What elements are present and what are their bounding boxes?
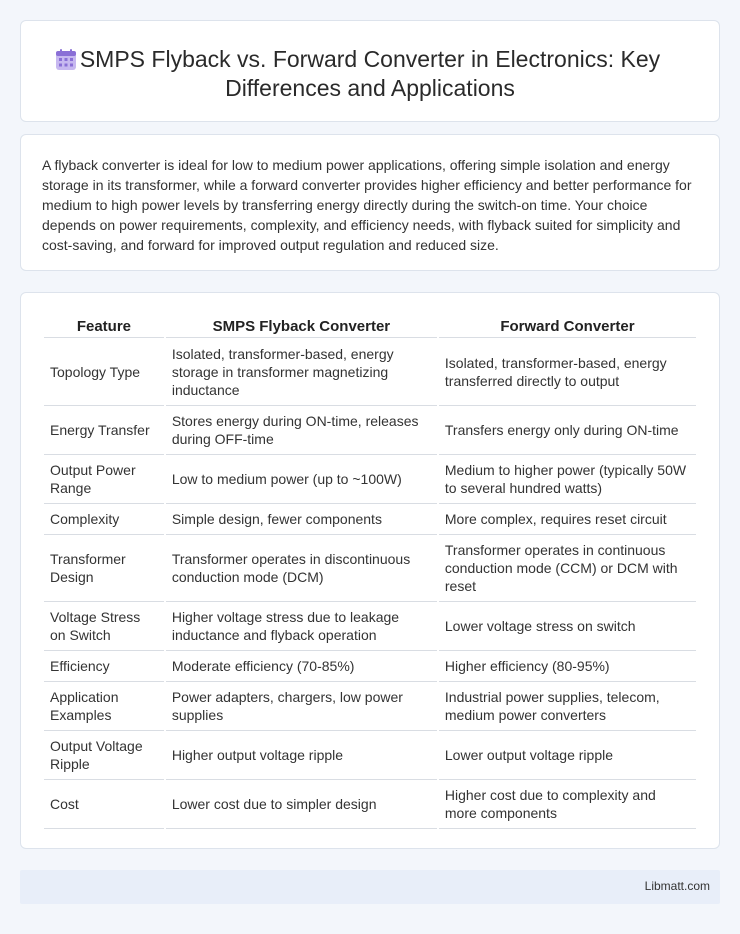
- comparison-table: [42, 316, 698, 829]
- header-flyback: SMPS Flyback Converter: [166, 316, 437, 338]
- feature-cell: Application Examples: [44, 682, 164, 731]
- flyback-cell: Simple design, fewer components: [166, 504, 437, 535]
- feature-cell: Cost: [44, 780, 164, 829]
- footer-bar: [20, 870, 720, 904]
- feature-cell: Output Voltage Ripple: [44, 731, 164, 780]
- flyback-cell: Lower cost due to simpler design: [166, 780, 437, 829]
- header-feature: Feature: [44, 316, 164, 338]
- table-row: [44, 651, 696, 682]
- header-card: [20, 20, 720, 122]
- table-row: [44, 535, 696, 602]
- forward-cell: Higher efficiency (80-95%): [439, 651, 696, 682]
- footer-brand-link[interactable]: Libmatt.com: [644, 879, 710, 893]
- table-row: [44, 682, 696, 731]
- forward-cell: Lower output voltage ripple: [439, 731, 696, 780]
- table-row: [44, 504, 696, 535]
- table-row: [44, 455, 696, 504]
- forward-cell: Industrial power supplies, telecom, medium power converters: [439, 682, 696, 731]
- forward-cell: Higher cost due to complexity and more components: [439, 780, 696, 829]
- flyback-cell: Transformer operates in discontinuous conduction mode (DCM): [166, 535, 437, 602]
- feature-cell: Energy Transfer: [44, 406, 164, 455]
- forward-cell: Transformer operates in continuous conduction mode (CCM) or DCM with reset: [439, 535, 696, 602]
- flyback-cell: Low to medium power (up to ~100W): [166, 455, 437, 504]
- table-header-row: [44, 316, 696, 338]
- table-row: [44, 731, 696, 780]
- flyback-cell: Higher voltage stress due to leakage inductance and flyback operation: [166, 602, 437, 651]
- table-row: [44, 602, 696, 651]
- flyback-cell: Moderate efficiency (70-85%): [166, 651, 437, 682]
- intro-paragraph: A flyback converter is ideal for low to medium power applications, offering simple isolation and energy storage in its transformer, while a forward converter provides higher efficiency and better performance for medium to high power levels by transferring energy directly during the switch-on time. Your choice depends on power requirements, complexity, and efficiency needs, with flyback suited for simplicity and cost-saving, and forward for improved output regulation and reduced size.: [42, 157, 692, 253]
- table-row: [44, 406, 696, 455]
- feature-cell: Voltage Stress on Switch: [44, 602, 164, 651]
- feature-cell: Complexity: [44, 504, 164, 535]
- header-forward: Forward Converter: [439, 316, 696, 338]
- feature-cell: Topology Type: [44, 338, 164, 406]
- forward-cell: Medium to higher power (typically 50W to several hundred watts): [439, 455, 696, 504]
- comparison-card: [20, 292, 720, 849]
- table-row: [44, 338, 696, 406]
- feature-cell: Output Power Range: [44, 455, 164, 504]
- forward-cell: More complex, requires reset circuit: [439, 504, 696, 535]
- flyback-cell: Stores energy during ON-time, releases during OFF-time: [166, 406, 437, 455]
- forward-cell: Isolated, transformer-based, energy transferred directly to output: [439, 338, 696, 406]
- table-row: [44, 780, 696, 829]
- feature-cell: Efficiency: [44, 651, 164, 682]
- forward-cell: Transfers energy only during ON-time: [439, 406, 696, 455]
- flyback-cell: Higher output voltage ripple: [166, 731, 437, 780]
- forward-cell: Lower voltage stress on switch: [439, 602, 696, 651]
- flyback-cell: Isolated, transformer-based, energy storage in transformer magnetizing inductance: [166, 338, 437, 406]
- page-title: SMPS Flyback vs. Forward Converter in Electronics: Key Differences and Applications: [79, 46, 661, 101]
- feature-cell: Transformer Design: [44, 535, 164, 602]
- flyback-cell: Power adapters, chargers, low power supplies: [166, 682, 437, 731]
- intro-card: [20, 134, 720, 271]
